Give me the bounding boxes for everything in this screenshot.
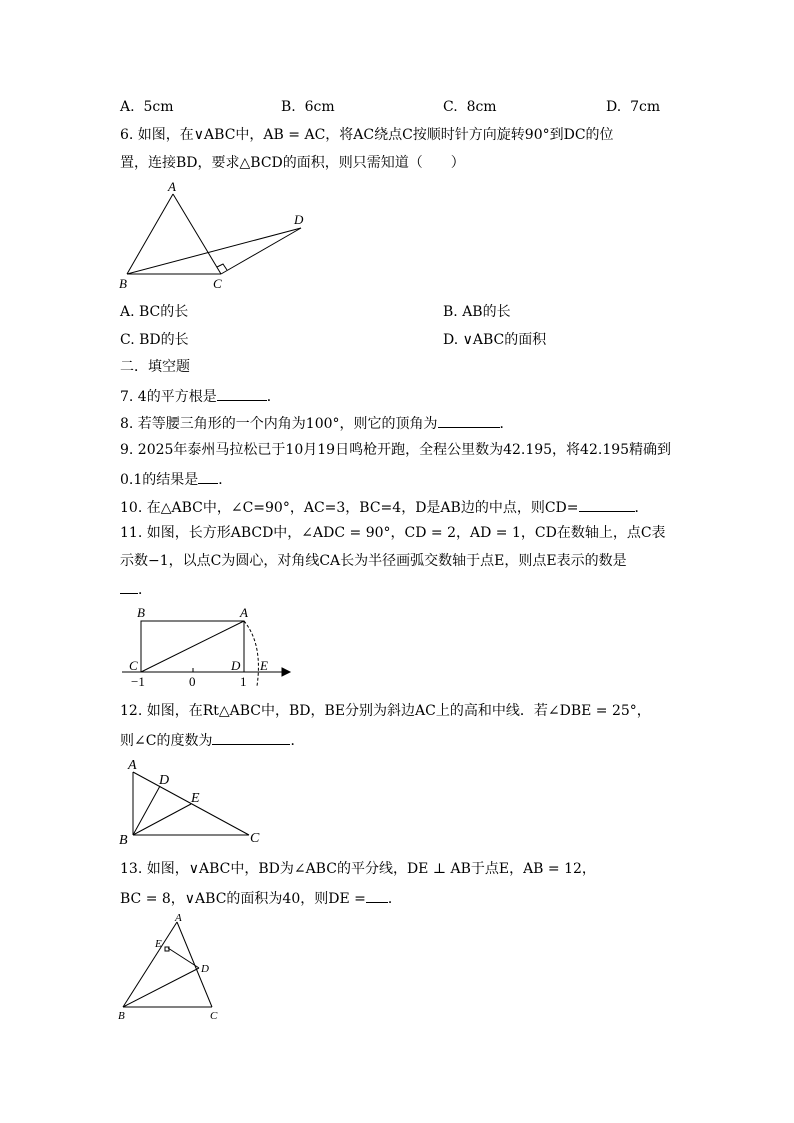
q9-line1: 9. 2025年泰州马拉松已于10月19日鸣枪开跑，全程公里数为42.195，将42.195精确到	[120, 442, 672, 458]
q11-tick-label-0: 0	[189, 674, 196, 689]
q5-option-d-text: D. 7cm	[606, 99, 661, 115]
q11-label-c: C	[129, 658, 138, 673]
q11-answer-blank[interactable]	[120, 579, 138, 594]
q13-label-c: C	[210, 1010, 218, 1022]
q6-seg-bd	[127, 228, 301, 274]
q13-line2	[120, 888, 402, 908]
q6-stem-line2: 置，连接BD，要求△BCD的面积，则只需知道（ ）	[120, 155, 465, 171]
q10-end: ．	[634, 500, 649, 516]
q13-end: ．	[387, 891, 402, 907]
q5-option-b	[281, 98, 335, 116]
q13-right-angle-mark	[165, 947, 169, 951]
q13-label-b: B	[118, 1010, 125, 1022]
q11-line3	[120, 579, 152, 599]
q11-label-a: A	[240, 605, 248, 620]
q12-label-c: C	[250, 831, 260, 846]
q11-tick-label-1: 1	[240, 674, 247, 689]
q12-label-a: A	[128, 758, 137, 773]
q13-label-e: E	[155, 938, 162, 950]
q13-seg-bd	[123, 968, 199, 1007]
q6-option-b: B. AB的长	[443, 304, 511, 320]
q7	[120, 386, 281, 406]
q5-option-c-text: C. 8cm	[443, 99, 497, 115]
q5-option-d	[606, 98, 660, 116]
q9-end: ．	[218, 472, 233, 488]
q13-text: BC = 8，∨ABC的面积为40，则DE =	[120, 891, 366, 907]
q7-answer-blank[interactable]	[217, 386, 267, 401]
q6-option-d: D. ∨ABC的面积	[443, 332, 547, 348]
q13-seg-de	[168, 948, 199, 968]
q11-label-b: B	[137, 605, 145, 620]
q13-line1: 13. 如图，∨ABC中，BD为∠ABC的平分线，DE ⊥ AB于点E，AB = 12，	[120, 861, 596, 877]
q6-label-d: D	[294, 212, 304, 227]
q5-option-a	[120, 98, 173, 116]
q6-label-c: C	[213, 276, 222, 291]
q12-label-b: B	[119, 833, 128, 846]
q6-label-b: B	[119, 276, 127, 291]
q12-end: ．	[290, 733, 305, 749]
q8	[120, 413, 514, 433]
q5-option-c	[443, 98, 497, 116]
q9-answer-blank[interactable]	[198, 469, 218, 484]
q6-option-c: C. BD的长	[120, 332, 189, 348]
q6-seg-cd	[221, 228, 301, 274]
q6-seg-ac	[173, 194, 221, 274]
q13-label-d: D	[201, 963, 209, 975]
q5-option-b-text: B. 6cm	[281, 99, 335, 115]
q13-figure	[114, 910, 229, 1025]
q11-axis-arrow	[282, 668, 290, 676]
q11-end: ．	[138, 582, 152, 598]
q7-text: 7. 4的平方根是	[120, 389, 217, 405]
q13-answer-blank[interactable]	[366, 888, 388, 903]
q12-line2	[120, 730, 304, 750]
q13-seg-ab	[123, 922, 177, 1007]
q11-diagonal-ca	[141, 621, 244, 672]
q12-answer-blank[interactable]	[212, 730, 290, 745]
q12-text: 则∠C的度数为	[120, 733, 213, 749]
q11-tick-label-neg1: −1	[131, 674, 145, 689]
q10	[120, 497, 649, 517]
q6-figure	[115, 178, 315, 293]
q11-line2: 示数−1，以点C为圆心，对角线CA长为半径画弧交数轴于点E，则点E表示的数是	[120, 553, 627, 569]
q9-line2	[120, 469, 232, 489]
q5-option-a-text: A. 5cm	[120, 99, 174, 115]
q11-label-d: D	[231, 658, 241, 673]
q9-text: 0.1的结果是	[120, 472, 199, 488]
q12-line1: 12. 如图，在Rt△ABC中，BD，BE分别为斜边AC上的高和中线．若∠DBE = 25°，	[120, 703, 651, 719]
q7-end: ．	[266, 389, 281, 405]
q8-end: ．	[499, 416, 514, 432]
q11-label-e: E	[260, 658, 268, 673]
q10-text: 10. 在△ABC中，∠C=90°，AC=3，BC=4，D是AB边的中点，则CD=	[120, 500, 579, 516]
q12-label-e: E	[191, 791, 200, 806]
q6-stem-line1: 6. 如图，在∨ABC中，AB = AC，将AC绕点C按顺时针方向旋转90°到DC的位	[120, 127, 614, 143]
q13-label-a: A	[175, 912, 182, 924]
q10-answer-blank[interactable]	[579, 497, 635, 512]
section-title-fill-in: 二．填空题	[120, 359, 190, 375]
q8-answer-blank[interactable]	[438, 413, 500, 428]
q8-text: 8. 若等腰三角形的一个内角为100°，则它的顶角为	[120, 416, 438, 432]
q6-seg-ab	[127, 194, 173, 274]
q12-label-d: D	[159, 773, 170, 788]
q6-label-a: A	[168, 179, 176, 194]
q11-line1: 11. 如图，长方形ABCD中，∠ADC = 90°，CD = 2，AD = 1，CD在数轴上，点C表	[120, 525, 666, 541]
q11-figure	[118, 604, 293, 690]
q12-figure	[114, 754, 274, 846]
q6-option-a: A. BC的长	[120, 304, 189, 320]
